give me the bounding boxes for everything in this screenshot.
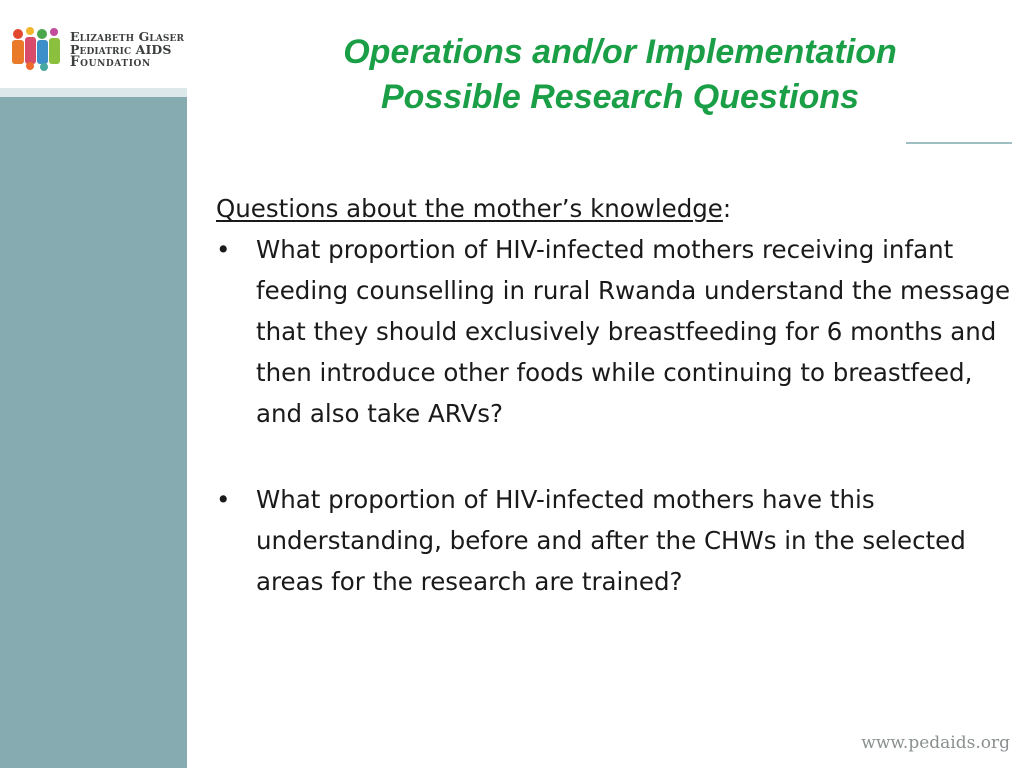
list-item — [216, 479, 1016, 602]
logo-line-1: Elizabeth Glaser — [70, 29, 185, 44]
slide-title — [200, 30, 1024, 120]
section-heading-text: Questions about the mother’s knowledge — [216, 194, 723, 223]
list-item-text: What proportion of HIV-infected mothers have this understanding, before and after the CHWs in the selected areas for the research are trained? — [256, 485, 966, 596]
title-divider-line — [906, 142, 1012, 144]
logo-line-3: Foundation — [70, 54, 151, 70]
question-list — [216, 229, 1016, 602]
sidebar-panel — [0, 97, 187, 768]
foundation-logo — [0, 0, 187, 88]
title-line-1: Operations and/or Implementation — [343, 33, 897, 71]
list-item — [216, 229, 1016, 434]
slide-body — [216, 188, 1016, 602]
footer-url: www.pedaids.org — [861, 733, 1010, 753]
bullet-icon: • — [216, 235, 231, 264]
list-item-text: What proportion of HIV-infected mothers receiving infant feeding counselling in rural Rwanda understand the message that they should exclusively breastfeeding for 6 months and then introduce other foods while continuing to breastfeed, and also take ARVs? — [256, 235, 1011, 428]
section-heading-colon: : — [722, 194, 732, 223]
title-line-2: Possible Research Questions — [380, 78, 860, 116]
sidebar-top-band — [0, 88, 187, 97]
children-figures-icon — [8, 26, 66, 72]
section-heading — [216, 188, 1016, 229]
bullet-icon: • — [216, 485, 231, 514]
logo-line-2: Pediatric AIDS — [70, 42, 172, 57]
